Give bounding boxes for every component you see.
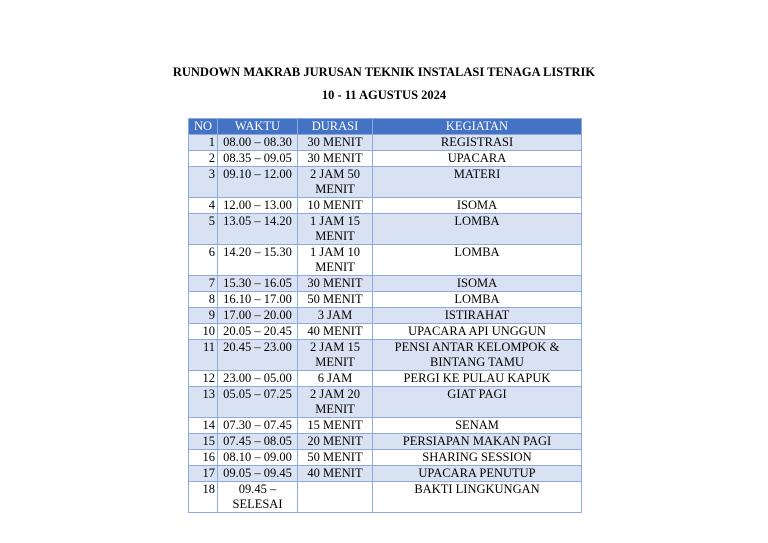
table-row xyxy=(189,276,582,292)
table-row xyxy=(189,214,582,245)
cell-activity: ISTIRAHAT xyxy=(373,308,582,324)
cell-no: 7 xyxy=(189,276,218,292)
cell-activity: SHARING SESSION xyxy=(373,450,582,466)
cell-activity: REGISTRASI xyxy=(373,135,582,151)
table-row xyxy=(189,245,582,276)
cell-duration: 50 MENIT xyxy=(298,450,373,466)
cell-time: 13.05 – 14.20 xyxy=(218,214,298,245)
cell-no: 12 xyxy=(189,371,218,387)
cell-duration: 3 JAM xyxy=(298,308,373,324)
table-row xyxy=(189,324,582,340)
cell-duration: 30 MENIT xyxy=(298,276,373,292)
table-row xyxy=(189,151,582,167)
cell-no: 17 xyxy=(189,466,218,482)
table-row xyxy=(189,371,582,387)
cell-duration: 1 JAM 10 MENIT xyxy=(298,245,373,276)
document-date: 10 - 11 AGUSTUS 2024 xyxy=(321,88,447,102)
cell-activity: GIAT PAGI xyxy=(373,387,582,418)
cell-no: 6 xyxy=(189,245,218,276)
cell-duration: 40 MENIT xyxy=(298,324,373,340)
table-row xyxy=(189,292,582,308)
cell-activity: ISOMA xyxy=(373,276,582,292)
cell-no: 11 xyxy=(189,340,218,371)
cell-no: 10 xyxy=(189,324,218,340)
cell-time: 14.20 – 15.30 xyxy=(218,245,298,276)
cell-duration: 1 JAM 15 MENIT xyxy=(298,214,373,245)
cell-activity: LOMBA xyxy=(373,245,582,276)
cell-time: 15.30 – 16.05 xyxy=(218,276,298,292)
rundown-table xyxy=(188,118,582,513)
cell-duration: 30 MENIT xyxy=(298,135,373,151)
header-time: WAKTU xyxy=(218,119,298,135)
cell-time: 08.35 – 09.05 xyxy=(218,151,298,167)
cell-activity: PERSIAPAN MAKAN PAGI xyxy=(373,434,582,450)
cell-duration: 2 JAM 20 MENIT xyxy=(298,387,373,418)
table-row xyxy=(189,482,582,513)
cell-duration: 2 JAM 15 MENIT xyxy=(298,340,373,371)
cell-duration xyxy=(298,482,373,513)
table-header-row xyxy=(189,119,582,135)
cell-time: 17.00 – 20.00 xyxy=(218,308,298,324)
cell-time: 09.10 – 12.00 xyxy=(218,167,298,198)
cell-activity: UPACARA PENUTUP xyxy=(373,466,582,482)
table-row xyxy=(189,135,582,151)
cell-duration: 20 MENIT xyxy=(298,434,373,450)
table-row xyxy=(189,340,582,371)
cell-no: 13 xyxy=(189,387,218,418)
cell-activity: LOMBA xyxy=(373,292,582,308)
cell-activity: PERGI KE PULAU KAPUK xyxy=(373,371,582,387)
cell-time: 07.30 – 07.45 xyxy=(218,418,298,434)
cell-no: 8 xyxy=(189,292,218,308)
document-title: RUNDOWN MAKRAB JURUSAN TEKNIK INSTALASI TENAGA LISTRIK xyxy=(172,65,596,79)
cell-time: 05.05 – 07.25 xyxy=(218,387,298,418)
cell-time: 08.00 – 08.30 xyxy=(218,135,298,151)
cell-no: 1 xyxy=(189,135,218,151)
cell-activity: UPACARA API UNGGUN xyxy=(373,324,582,340)
cell-duration: 2 JAM 50 MENIT xyxy=(298,167,373,198)
table-row xyxy=(189,167,582,198)
cell-no: 2 xyxy=(189,151,218,167)
cell-time: 23.00 – 05.00 xyxy=(218,371,298,387)
cell-time: 20.45 – 23.00 xyxy=(218,340,298,371)
table-row xyxy=(189,418,582,434)
cell-activity: SENAM xyxy=(373,418,582,434)
cell-duration: 15 MENIT xyxy=(298,418,373,434)
cell-duration: 30 MENIT xyxy=(298,151,373,167)
cell-activity: BAKTI LINGKUNGAN xyxy=(373,482,582,513)
table-row xyxy=(189,308,582,324)
cell-duration: 40 MENIT xyxy=(298,466,373,482)
cell-no: 15 xyxy=(189,434,218,450)
cell-activity: UPACARA xyxy=(373,151,582,167)
cell-activity: LOMBA xyxy=(373,214,582,245)
cell-activity: ISOMA xyxy=(373,198,582,214)
cell-time: 20.05 – 20.45 xyxy=(218,324,298,340)
table-row xyxy=(189,198,582,214)
cell-time: 07.45 – 08.05 xyxy=(218,434,298,450)
cell-time: 09.05 – 09.45 xyxy=(218,466,298,482)
cell-no: 16 xyxy=(189,450,218,466)
cell-time: 09.45 – SELESAI xyxy=(218,482,298,513)
table-row xyxy=(189,434,582,450)
table-row xyxy=(189,466,582,482)
table-row xyxy=(189,387,582,418)
cell-duration: 6 JAM xyxy=(298,371,373,387)
cell-activity: PENSI ANTAR KELOMPOK & BINTANG TAMU xyxy=(373,340,582,371)
table-body xyxy=(189,135,582,513)
header-duration: DURASI xyxy=(298,119,373,135)
header-no: NO xyxy=(189,119,218,135)
cell-duration: 10 MENIT xyxy=(298,198,373,214)
cell-no: 4 xyxy=(189,198,218,214)
cell-no: 5 xyxy=(189,214,218,245)
header-activity: KEGIATAN xyxy=(373,119,582,135)
cell-no: 9 xyxy=(189,308,218,324)
cell-time: 12.00 – 13.00 xyxy=(218,198,298,214)
cell-time: 16.10 – 17.00 xyxy=(218,292,298,308)
table-row xyxy=(189,450,582,466)
cell-activity: MATERI xyxy=(373,167,582,198)
cell-no: 18 xyxy=(189,482,218,513)
cell-duration: 50 MENIT xyxy=(298,292,373,308)
cell-no: 3 xyxy=(189,167,218,198)
cell-time: 08.10 – 09.00 xyxy=(218,450,298,466)
cell-no: 14 xyxy=(189,418,218,434)
